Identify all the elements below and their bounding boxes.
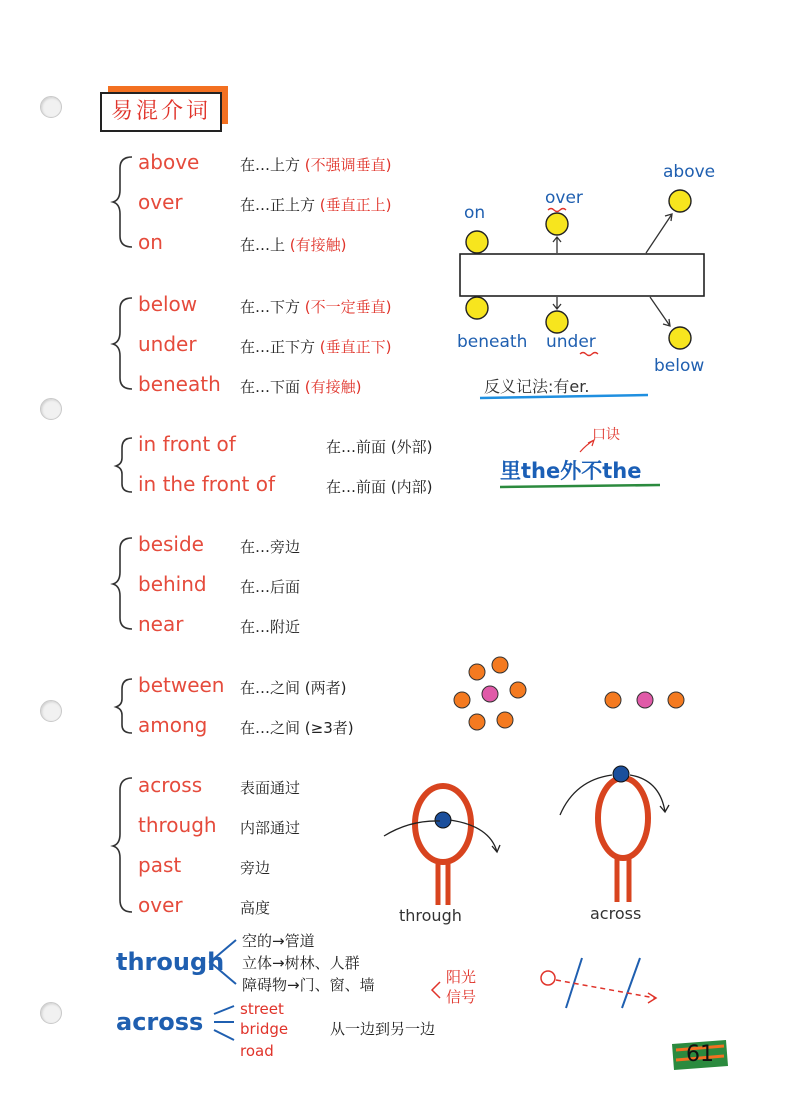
word-under: under [138,332,197,356]
racket-across [560,766,669,902]
meaning-between: 在…之间 (两者) [240,679,347,697]
word-across: across [138,773,203,797]
racket-label-across: across [590,904,642,923]
meaning-across: 表面通过 [240,779,301,797]
label-on: on [464,203,486,223]
meaning-on: 在…上 (有接触) [240,236,347,254]
usage-through-item: 空的→管道 [242,932,315,950]
usage-through-word: through [116,948,225,976]
dot-among [510,682,526,698]
mnemonic-underline [500,485,660,487]
word-between: between [138,673,225,697]
word-beside: beside [138,532,204,556]
ball-under [546,311,568,333]
word-above: above [138,150,200,174]
mnemonic-label: 口诀 [592,427,620,443]
squiggle-over [548,209,566,212]
mnemonic-text: 里the外不the [500,459,642,483]
ball-below [669,327,691,349]
braces [113,157,132,912]
label-under: under [546,332,596,352]
word-in-the-front-of: in the front of [138,472,275,496]
dot-among [469,714,485,730]
word-near: near [138,612,184,636]
word-below: below [138,292,198,316]
usage-through-item: 立体→树林、人群 [242,954,360,972]
dots-diagram [454,657,684,730]
brace [116,438,132,492]
racket-label-through: through [399,906,462,925]
ball-on [466,231,488,253]
word-over-height: over [138,893,183,917]
meaning-under: 在…正下方 (垂直正下) [240,338,392,356]
word-past: past [138,853,182,877]
label-below: below [654,356,705,376]
reference-box [460,254,704,296]
dot-between [605,692,621,708]
page-number: 61 [686,1042,714,1067]
dot-among [492,657,508,673]
meaning-over: 在…正上方 (垂直正上) [240,196,392,214]
meaning-in-front-of: 在…前面 (外部) [326,438,433,456]
meaning-through: 内部通过 [240,819,301,837]
usage-across-item: bridge [240,1020,289,1038]
ball-over [546,213,568,235]
brace [113,778,132,912]
page-title: 易混介词 [100,92,222,132]
brace [113,157,132,247]
word-over: over [138,190,183,214]
meaning-above: 在…上方 (不强调垂直) [240,156,392,174]
word-behind: behind [138,572,207,596]
brace [116,679,132,733]
dot-between [637,692,653,708]
label-over: over [545,188,583,208]
squiggle-under [580,353,598,356]
usage-across-note: 从一边到另一边 [330,1020,436,1038]
usage-across-item: road [240,1042,274,1060]
brace [113,538,132,629]
meaning-below: 在…下方 (不一定垂直) [240,298,392,316]
meaning-behind: 在…后面 [240,578,301,596]
meaning-near: 在…附近 [240,618,301,636]
meaning-over-height: 高度 [240,899,271,917]
ball-beneath [466,297,488,319]
meaning-among: 在…之间 (≥3者) [240,719,354,737]
word-through: through [138,813,217,837]
across-diagram [541,958,656,1008]
antonym-memo: 反义记法:有er. [484,377,590,396]
usage-across-item: street [240,1000,284,1018]
meaning-in-the-front-of: 在…前面 (内部) [326,478,433,496]
label-above: above [663,162,716,182]
racket-through [384,786,500,905]
usage-through-item: 障碍物→门、窗、墙 [242,976,375,994]
meaning-beneath: 在…下面 (有接触) [240,378,362,396]
dot-between [668,692,684,708]
dot-among [454,692,470,708]
word-among: among [138,713,208,737]
dot-among [482,686,498,702]
label-beneath: beneath [457,332,528,352]
usage-across-word: across [116,1008,204,1036]
meaning-past: 旁边 [240,859,271,877]
usage-through-sub: 信号 [446,988,477,1006]
word-in-front-of: in front of [138,432,236,456]
word-beneath: beneath [138,372,221,396]
meaning-beside: 在…旁边 [240,538,301,556]
usage-through-sub: 阳光 [446,968,477,986]
ball-above [669,190,691,212]
word-on: on [138,230,163,254]
dot-among [497,712,513,728]
brace [113,298,132,389]
dot-among [469,664,485,680]
